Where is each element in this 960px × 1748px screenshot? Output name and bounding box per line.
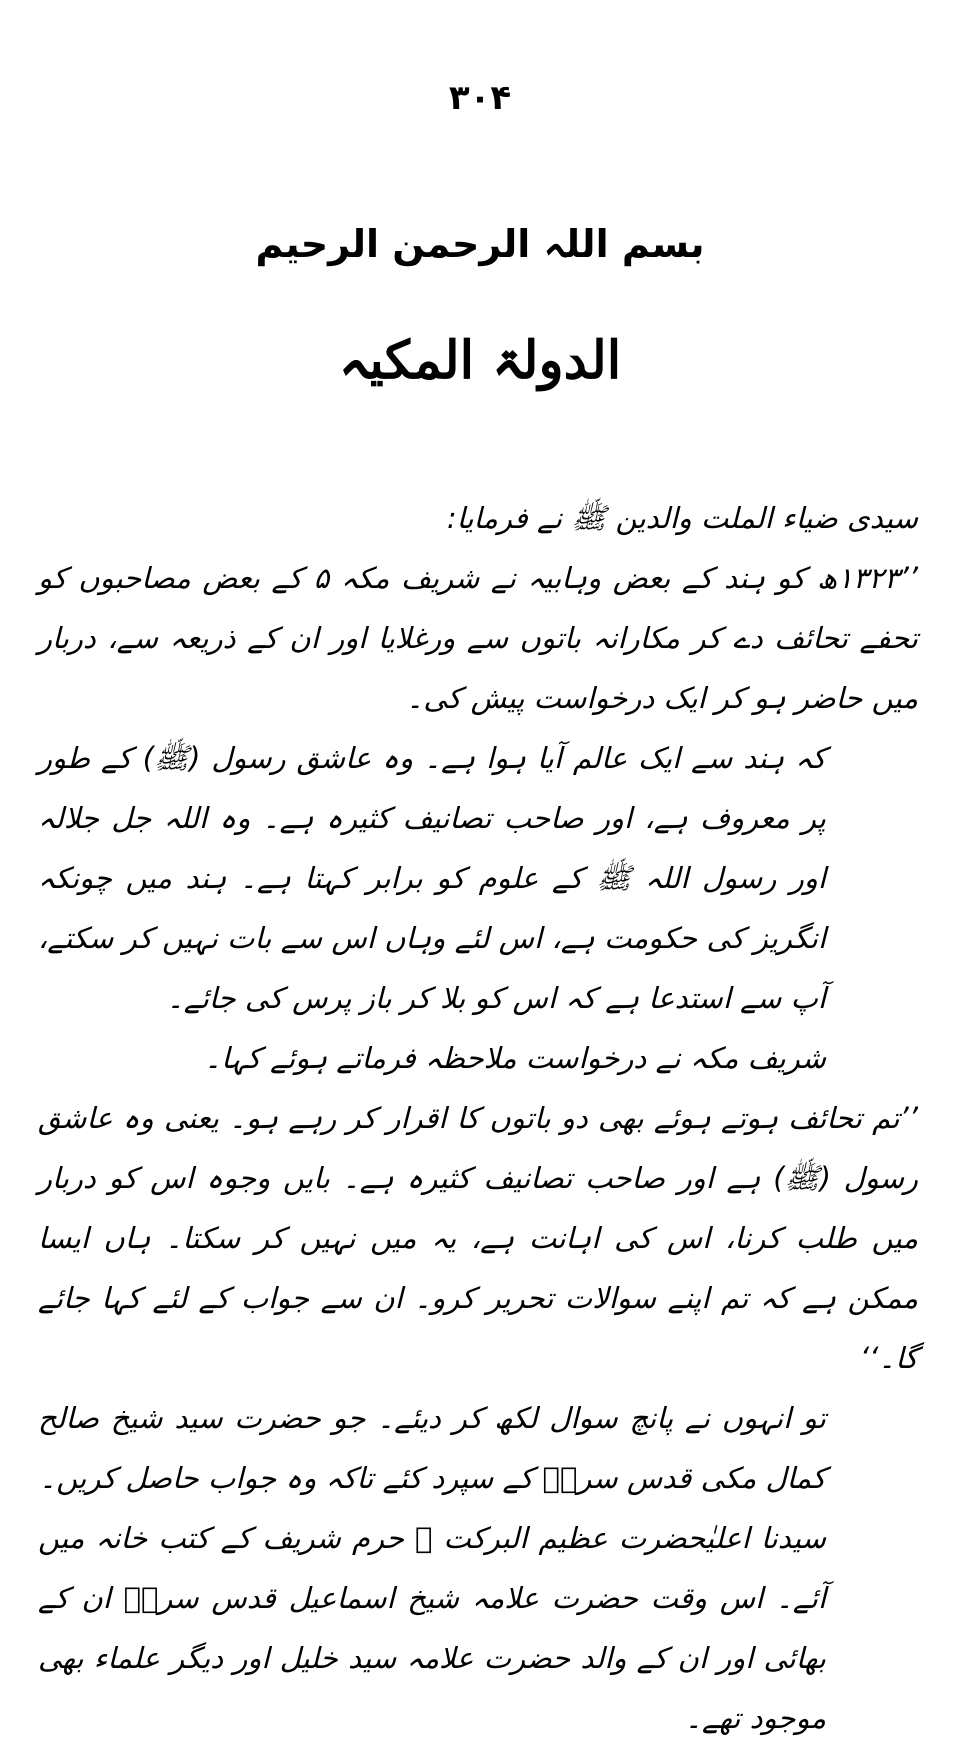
paragraph-intro: سیدی ضیاء الملت والدین ﷺ نے فرمایا: (446, 501, 918, 535)
paragraph-sharif-reply: ’’تم تحائف ہوتے ہوئے بھی دو باتوں کا اقرار کر رہے ہو۔ یعنی وہ عاشق رسول (ﷺ) ہے اور صاحب تصانیف کثیرہ ہے۔ بایں وجوہ اس کو دربار میں طلب کرنا، اس کی اہانت ہے، یہ میں نہیں کر سکتا۔ ہاں ایسا ممکن ہے کہ تم اپنے سوالات تحریر کرو۔ ان سے جواب کے لئے کہا جائے گا۔‘‘ (38, 1101, 918, 1375)
paragraph-quote-start: ’’۱۳۲۳ھ کو ہند کے بعض وہابیہ نے شریف مکہ ۵ کے بعض مصاحبوں کو تحفے تحائف دے کر مکارانہ باتوں سے ورغلایا اور ان کے ذریعہ سے، دربار میں حاضر ہو کر ایک درخواست پیش کی۔ (38, 561, 918, 715)
bismillah-heading: بسم اللہ الرحمن الرحیم (255, 222, 705, 266)
book-title: الدولۃ المکیہ (338, 330, 622, 391)
paragraph-ala-hazrat: سیدنا اعلیٰحضرت عظیم البرکت ﷺ حرم شریف کے کتب خانہ میں آئے۔ اس وقت حضرت علامہ شیخ اسماعیل قدس سرہٗ ان کے بھائی اور ان کے والد حضرت علامہ سید خلیل اور دیگر علماء بھی موجود تھے۔ (38, 1521, 826, 1735)
paragraph-sharif-reply-intro: شریف مکہ نے درخواست ملاحظہ فرماتے ہوئے کہا۔ (204, 1041, 826, 1075)
body-text (38, 488, 918, 1748)
paragraph-petition: کہ ہند سے ایک عالم آیا ہوا ہے۔ وہ عاشق رسول (ﷺ) کے طور پر معروف ہے، اور صاحب تصانیف کثیرہ ہے۔ وہ اللہ جل جلالہ اور رسول اللہ ﷺ کے علوم کو برابر کہتا ہے۔ ہند میں چونکہ انگریز کی حکومت ہے، اس لئے وہاں اس سے بات نہیں کر سکتے، آپ سے استدعا ہے کہ اس کو بلا کر باز پرس کی جائے۔ (38, 741, 826, 1015)
paragraph-five-questions: تو انہوں نے پانچ سوال لکھ کر دیئے۔ جو حضرت سید شیخ صالح کمال مکی قدس سرہٗ کے سپرد کئے تاکہ وہ جواب حاصل کریں۔ (38, 1401, 826, 1495)
page-number: ۳۰۴ (448, 78, 512, 118)
